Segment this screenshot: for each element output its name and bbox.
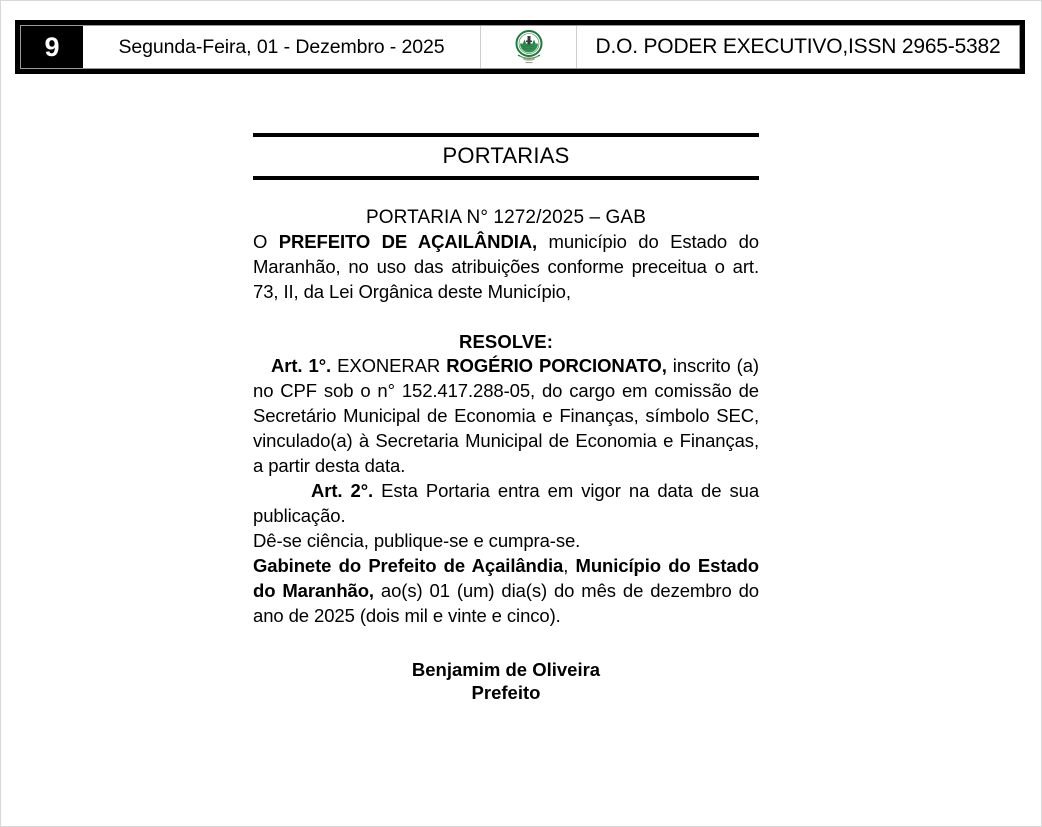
- section-title-block: [253, 119, 759, 180]
- article-1-person: ROGÉRIO PORCIONATO,: [446, 355, 667, 376]
- masthead-emblem-cell: [481, 26, 577, 68]
- preamble-paragraph: [253, 229, 759, 304]
- signatory-role: Prefeito: [471, 682, 541, 703]
- article-2-label: Art. 2°.: [311, 480, 374, 501]
- ciencia-paragraph: Dê-se ciência, publique-se e cumpra-se.: [253, 530, 581, 551]
- article-1-verb: EXONERAR: [331, 355, 447, 376]
- portaria-number: PORTARIA N° 1272/2025 – GAB: [366, 207, 646, 228]
- masthead-header: [15, 20, 1025, 74]
- document-content: [253, 119, 759, 704]
- article-1-paragraph: [253, 353, 759, 478]
- masthead-date-cell: [83, 26, 481, 68]
- masthead-inner: [20, 25, 1020, 69]
- resolve-heading: RESOLVE:: [459, 331, 553, 352]
- article-1-rest: inscrito (a) no CPF sob o n° 152.417.288-05, do cargo em comissão de Secretário Municipal de Economia e Finanças, símbolo SEC, vinculado(a) à Secretaria Municipal de Economia e Finanças, a partir desta data.: [253, 355, 759, 476]
- rule-below-title: [253, 176, 759, 180]
- gabinete-place: Gabinete do Prefeito de Açailândia: [253, 555, 564, 576]
- page-number: 9: [44, 31, 60, 62]
- article-2-rest: Esta Portaria entra em vigor na data de sua publicação.: [253, 480, 760, 526]
- municipal-coat-of-arms-icon: [512, 27, 546, 67]
- preamble-lead: O: [253, 231, 279, 252]
- gabinete-state: Município do Estado do Maranhão,: [253, 555, 759, 601]
- publication-date: Segunda-Feira, 01 - Dezembro - 2025: [118, 35, 445, 58]
- page-number-cell: [21, 26, 83, 68]
- gabinete-paragraph: [253, 553, 759, 628]
- masthead-publication-cell: [577, 26, 1019, 68]
- section-title: PORTARIAS: [442, 143, 570, 168]
- signatory-name: Benjamim de Oliveira: [411, 659, 601, 680]
- gabinete-rest: ao(s) 01 (um) dia(s) do mês de dezembro do ano de 2025 (dois mil e vinte e cinco).: [253, 580, 759, 626]
- article-1-label: Art. 1°.: [271, 355, 332, 376]
- signature-block: [253, 658, 759, 704]
- preamble-rest: município do Estado do Maranhão, no uso das atribuições conforme preceitua o art. 73, II, da Lei Orgânica deste Município,: [253, 231, 759, 302]
- preamble-authority: PREFEITO DE AÇAILÂNDIA,: [278, 231, 538, 252]
- article-2-paragraph: [253, 478, 759, 528]
- gabinete-comma: ,: [563, 555, 576, 576]
- publication-title: D.O. PODER EXECUTIVO,ISSN 2965-5382: [595, 35, 1001, 58]
